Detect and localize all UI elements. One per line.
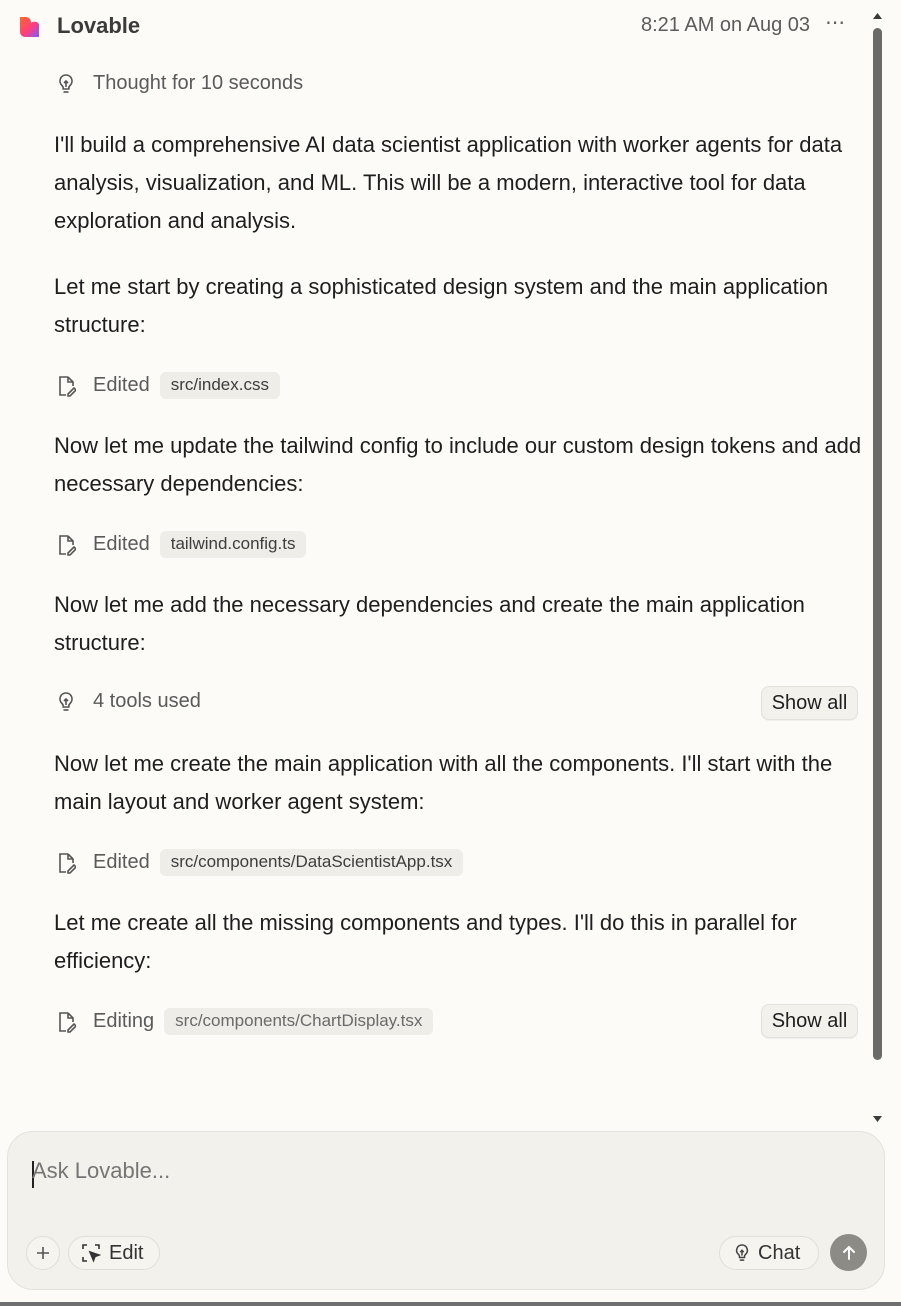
more-options-button[interactable]: ⋯ <box>825 12 846 34</box>
window-bottom-border <box>0 1302 901 1306</box>
lightbulb-icon <box>55 73 77 95</box>
tools-used-row[interactable] <box>55 690 201 713</box>
plus-icon <box>36 1246 50 1260</box>
lovable-logo-icon <box>17 15 41 39</box>
scrollbar-thumb[interactable] <box>873 28 882 1060</box>
select-cursor-icon <box>81 1243 101 1263</box>
file-edit-row[interactable] <box>55 1008 433 1035</box>
assistant-paragraph: Now let me add the necessary dependencies and create the main application structure: <box>54 592 805 655</box>
assistant-paragraph: Let me start by creating a sophisticated design system and the main application structure: <box>54 274 829 337</box>
edit-button-label: Edit <box>109 1241 144 1264</box>
edit-status-label: Edited <box>93 533 150 555</box>
lightbulb-icon <box>55 691 77 713</box>
ask-input[interactable] <box>32 1158 852 1184</box>
file-chip[interactable]: src/index.css <box>160 372 280 399</box>
chat-header <box>0 0 870 54</box>
message-timestamp: 8:21 AM on Aug 03 <box>641 14 811 36</box>
thought-label: Thought for 10 seconds <box>93 72 304 94</box>
scroll-up-arrow-icon[interactable] <box>871 10 884 22</box>
message-composer <box>7 1131 885 1290</box>
assistant-paragraph: Now let me create the main application with all the components. I'll start with the main layout and worker agent system: <box>54 751 833 814</box>
tools-used-label: 4 tools used <box>93 690 201 712</box>
edit-status-label: Edited <box>93 851 150 873</box>
file-chip[interactable]: src/components/DataScientistApp.tsx <box>160 849 464 876</box>
file-edit-row[interactable] <box>55 531 306 558</box>
assistant-paragraph: Let me create all the missing components and types. I'll do this in parallel for efficiency: <box>54 910 797 973</box>
file-edit-icon <box>55 1011 77 1033</box>
file-edit-row[interactable] <box>55 849 463 876</box>
file-edit-icon <box>55 375 77 397</box>
visual-edit-button[interactable] <box>68 1236 160 1270</box>
file-chip[interactable]: tailwind.config.ts <box>160 531 307 558</box>
assistant-paragraph: I'll build a comprehensive AI data scientist application with worker agents for data analysis, visualization, and ML. This will be a modern, interactive tool for data exploration and analysis. <box>54 132 843 233</box>
add-attachment-button[interactable] <box>26 1236 60 1270</box>
file-chip[interactable]: src/components/ChartDisplay.tsx <box>164 1008 433 1035</box>
app-name: Lovable <box>57 13 141 38</box>
file-edit-icon <box>55 534 77 556</box>
edit-status-label: Editing <box>93 1010 155 1032</box>
thought-indicator[interactable] <box>55 72 303 95</box>
arrow-up-icon <box>840 1244 858 1262</box>
send-button[interactable] <box>830 1234 867 1271</box>
show-all-edits-button[interactable]: Show all <box>761 1004 858 1038</box>
chat-button-label: Chat <box>758 1241 801 1264</box>
scroll-down-arrow-icon[interactable] <box>871 1113 884 1125</box>
show-all-tools-button[interactable]: Show all <box>761 686 858 720</box>
assistant-paragraph: Now let me update the tailwind config to include our custom design tokens and add necessary dependencies: <box>54 433 862 496</box>
edit-status-label: Edited <box>93 374 150 396</box>
chat-mode-button[interactable] <box>719 1236 819 1270</box>
lightbulb-icon <box>734 1243 750 1263</box>
file-edit-row[interactable] <box>55 372 280 399</box>
file-edit-icon <box>55 852 77 874</box>
